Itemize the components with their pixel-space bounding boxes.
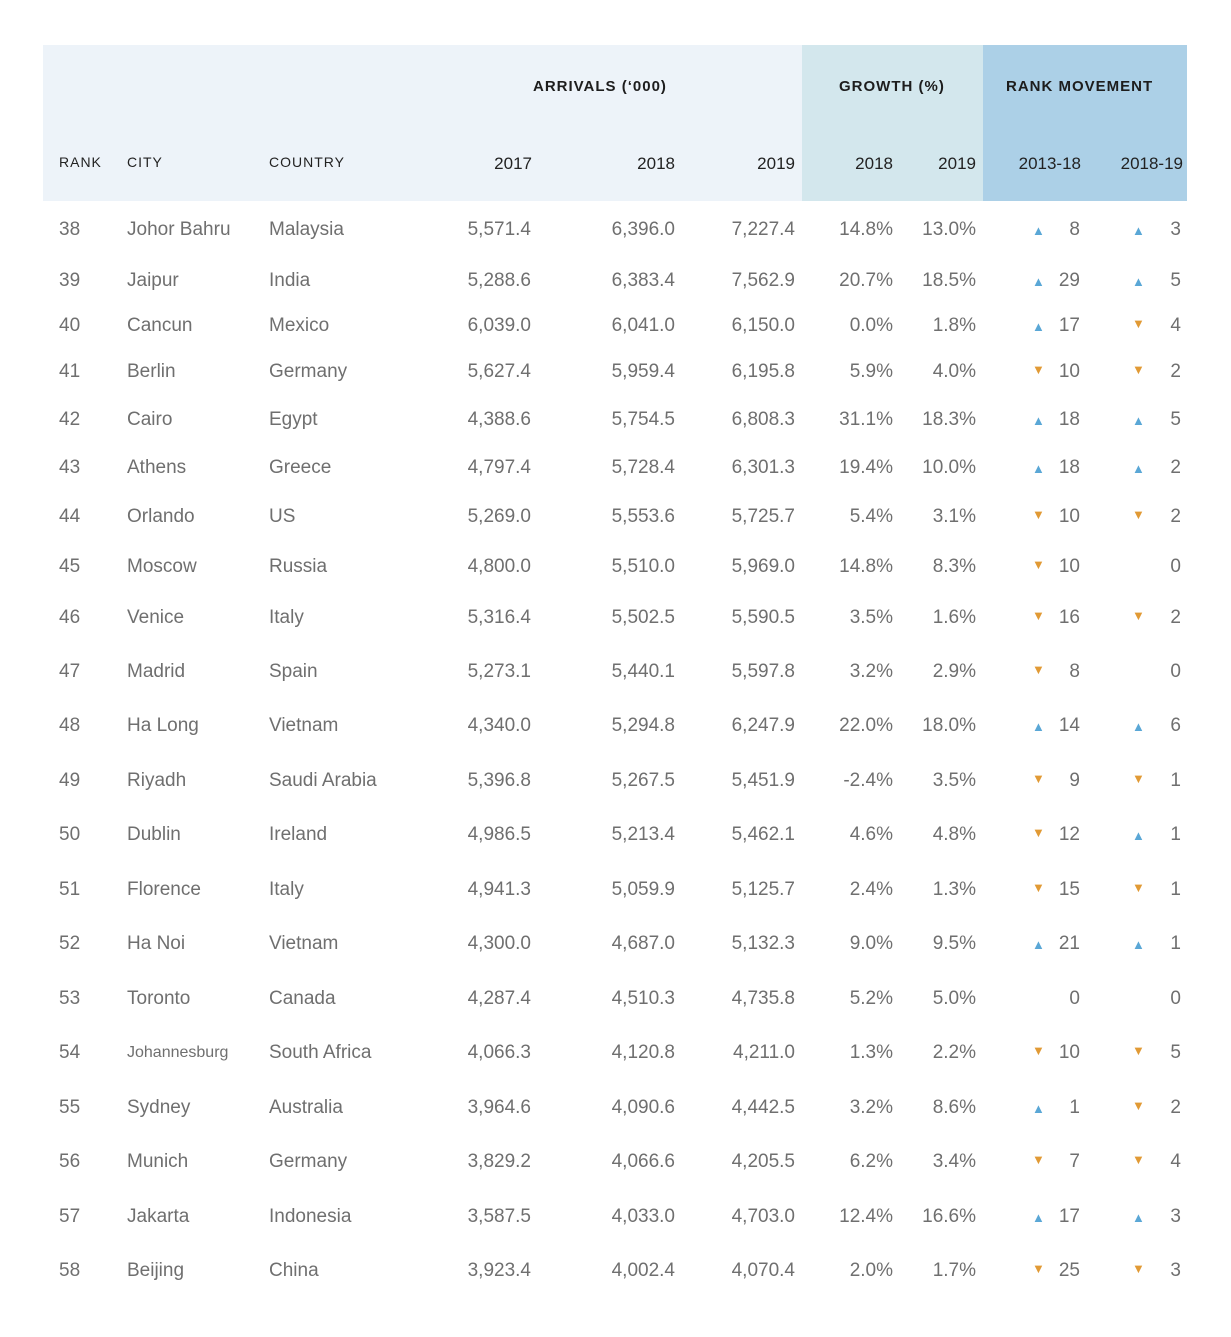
move-2018-19-cell: 5 (1170, 1042, 1181, 1063)
move-2013-18-cell: 29 (1058, 270, 1080, 291)
rank-cell: 40 (59, 315, 81, 336)
arrivals-header-bg (43, 45, 802, 201)
triangle-down-icon: ▼ (1032, 771, 1045, 786)
growth-2019-cell: 3.4% (932, 1151, 976, 1172)
triangle-up-icon: ▲ (1132, 413, 1145, 428)
growth-2018-cell: 9.0% (849, 933, 893, 954)
triangle-up-icon: ▲ (1032, 319, 1045, 334)
triangle-down-icon: ▼ (1132, 316, 1145, 331)
arrivals-2019-cell: 4,211.0 (733, 1042, 795, 1063)
arrivals-2019-cell: 7,227.4 (731, 219, 795, 240)
arrivals-2018-cell: 4,033.0 (611, 1206, 675, 1227)
growth-2019-cell: 16.6% (922, 1206, 976, 1227)
growth-2019-cell: 13.0% (922, 219, 976, 240)
triangle-up-icon: ▲ (1132, 274, 1145, 289)
growth-2018-cell: 0.0% (849, 315, 893, 336)
city-cell: Athens (127, 457, 187, 478)
city-cell: Florence (127, 879, 201, 900)
arrivals-2018-cell: 5,959.4 (611, 361, 675, 382)
move-2018-19-cell: 0 (1170, 661, 1181, 682)
arrivals-2017-cell: 5,627.4 (467, 361, 531, 382)
arrivals-2018-cell: 6,041.0 (611, 315, 675, 336)
country-cell: Australia (269, 1097, 343, 1118)
rank-cell: 44 (59, 506, 81, 527)
triangle-down-icon: ▼ (1032, 362, 1045, 377)
country-cell: Egypt (269, 409, 318, 430)
move-2018-19-cell: 4 (1170, 315, 1181, 336)
rank-cell: 47 (59, 661, 81, 682)
move-2018-19-cell: 5 (1170, 270, 1181, 291)
growth-2018-cell: 14.8% (839, 219, 893, 240)
country-cell: Indonesia (269, 1206, 352, 1227)
arrivals-2017-cell: 5,273.1 (467, 661, 531, 682)
arrivals-2017-cell: 4,340.0 (467, 715, 531, 736)
rank-cell: 55 (59, 1097, 81, 1118)
growth-2019-cell: 10.0% (922, 457, 976, 478)
triangle-down-icon: ▼ (1132, 1043, 1145, 1058)
triangle-up-icon: ▲ (1032, 461, 1045, 476)
country-cell: Ireland (269, 824, 328, 845)
city-cell: Jakarta (127, 1206, 190, 1227)
triangle-up-icon: ▲ (1032, 1101, 1045, 1116)
growth-2018-cell: 3.5% (849, 607, 893, 628)
arrivals-2018-cell: 6,383.4 (611, 270, 675, 291)
move-2013-18-cell: 17 (1058, 315, 1080, 336)
move-2013-18-cell: 10 (1058, 361, 1080, 382)
arrivals-2019-cell: 7,562.9 (731, 270, 795, 291)
arrivals-2019-cell: 6,808.3 (731, 409, 795, 430)
country-cell: Canada (269, 988, 336, 1009)
country-cell: Italy (269, 879, 304, 900)
city-cell: Ha Long (127, 715, 199, 736)
city-cell: Jaipur (127, 270, 179, 291)
arrivals-2019-cell: 5,451.9 (731, 770, 795, 791)
triangle-down-icon: ▼ (1032, 1043, 1045, 1058)
move-2013-18-cell: 12 (1058, 824, 1080, 845)
rank-cell: 50 (59, 824, 81, 845)
move-2013-18-cell: 25 (1058, 1260, 1080, 1281)
city-cell: Munich (127, 1151, 189, 1172)
rank-cell: 54 (59, 1042, 81, 1063)
growth-2018-cell: 4.6% (849, 824, 893, 845)
growth-2019-cell: 4.0% (932, 361, 976, 382)
country-cell: Germany (269, 361, 348, 382)
growth-2018-cell: 3.2% (849, 1097, 893, 1118)
move-2018-19-cell: 2 (1170, 361, 1181, 382)
growth-2019-cell: 9.5% (932, 933, 976, 954)
move-2013-18-cell: 15 (1058, 879, 1080, 900)
triangle-up-icon: ▲ (1032, 1210, 1045, 1225)
arrivals-2018-cell: 5,510.0 (611, 556, 675, 577)
triangle-down-icon: ▼ (1132, 608, 1145, 623)
city-cell: Moscow (127, 556, 197, 577)
city-cell: Orlando (127, 506, 195, 527)
move-2013-18-cell: 18 (1058, 409, 1080, 430)
country-cell: Vietnam (269, 715, 339, 736)
triangle-up-icon: ▲ (1032, 719, 1045, 734)
city-cell: Venice (127, 607, 185, 628)
arrivals-2019-cell: 6,195.8 (731, 361, 795, 382)
country-cell: Malaysia (269, 219, 344, 240)
triangle-down-icon: ▼ (1032, 825, 1045, 840)
arrivals-2018-cell: 5,502.5 (611, 607, 675, 628)
growth-2018-cell: 19.4% (839, 457, 893, 478)
growth-group-title: GROWTH (%) (839, 78, 945, 95)
rank-cell: 58 (59, 1260, 81, 1281)
country-cell: India (269, 270, 311, 291)
move-2013-18-cell: 8 (1069, 219, 1080, 240)
city-cell: Riyadh (127, 770, 187, 791)
triangle-down-icon: ▼ (1132, 1261, 1145, 1276)
arrivals-2018-cell: 5,213.4 (611, 824, 675, 845)
move-2018-19-cell: 6 (1170, 715, 1181, 736)
growth-2019-cell: 1.3% (932, 879, 976, 900)
move-2013-18-cell: 1 (1069, 1097, 1080, 1118)
arrivals-2019-cell: 5,590.5 (731, 607, 795, 628)
table-header (43, 45, 1187, 201)
growth-2019-cell: 8.6% (932, 1097, 976, 1118)
country-cell: Vietnam (269, 933, 339, 954)
arrivals-2018-cell: 4,687.0 (611, 933, 675, 954)
arrivals-2018-cell: 5,728.4 (611, 457, 675, 478)
triangle-down-icon: ▼ (1032, 507, 1045, 522)
arrivals-2019-cell: 5,725.7 (731, 506, 795, 527)
growth-2019-cell: 4.8% (932, 824, 976, 845)
arrivals-2019-cell: 6,247.9 (731, 715, 795, 736)
move-2018-19-cell: 2 (1170, 506, 1181, 527)
growth-2019-cell: 18.0% (922, 715, 976, 736)
move-2013-18-cell: 16 (1058, 607, 1080, 628)
growth-2019-cell: 1.7% (932, 1260, 976, 1281)
city-cell: Beijing (127, 1260, 185, 1281)
move-2018-19-cell: 1 (1170, 933, 1181, 954)
move-2018-19-cell: 4 (1170, 1151, 1181, 1172)
triangle-down-icon: ▼ (1032, 557, 1045, 572)
country-cell: China (269, 1260, 319, 1281)
col-arrivals-2019-header: 2019 (757, 154, 795, 173)
arrivals-2019-cell: 5,597.8 (731, 661, 795, 682)
move-2018-19-cell: 3 (1170, 219, 1181, 240)
city-cell: Johannesburg (127, 1044, 229, 1061)
move-2013-18-cell: 10 (1058, 506, 1080, 527)
growth-2019-cell: 3.5% (932, 770, 976, 791)
arrivals-2017-cell: 5,396.8 (467, 770, 531, 791)
growth-2019-cell: 18.5% (922, 270, 976, 291)
arrivals-2019-cell: 4,205.5 (731, 1151, 795, 1172)
city-cell: Dublin (127, 824, 181, 845)
growth-2018-cell: 5.2% (849, 988, 893, 1009)
growth-2019-cell: 1.6% (932, 607, 976, 628)
country-cell: Italy (269, 607, 304, 628)
growth-header-bg (802, 45, 983, 201)
arrivals-2018-cell: 4,510.3 (611, 988, 675, 1009)
growth-2018-cell: 14.8% (839, 556, 893, 577)
rank-cell: 43 (59, 457, 81, 478)
triangle-up-icon: ▲ (1032, 223, 1045, 238)
arrivals-2017-cell: 4,800.0 (467, 556, 531, 577)
arrivals-2018-cell: 5,267.5 (611, 770, 675, 791)
country-cell: South Africa (269, 1042, 372, 1063)
arrivals-2017-cell: 4,986.5 (467, 824, 531, 845)
country-cell: Saudi Arabia (269, 770, 377, 791)
arrivals-2017-cell: 3,587.5 (467, 1206, 531, 1227)
city-cell: Toronto (127, 988, 191, 1009)
growth-2018-cell: 2.0% (849, 1260, 893, 1281)
move-2013-18-cell: 9 (1069, 770, 1080, 791)
city-cell: Cairo (127, 409, 173, 430)
growth-2018-cell: 22.0% (839, 715, 893, 736)
rank-cell: 46 (59, 607, 81, 628)
growth-2019-cell: 1.8% (932, 315, 976, 336)
rank-cell: 57 (59, 1206, 81, 1227)
arrivals-2019-cell: 6,150.0 (731, 315, 795, 336)
arrivals-2019-cell: 4,703.0 (731, 1206, 795, 1227)
arrivals-2018-cell: 6,396.0 (611, 219, 675, 240)
arrivals-2017-cell: 5,288.6 (467, 270, 531, 291)
rank-movement-group-title: RANK MOVEMENT (1006, 78, 1154, 95)
growth-2018-cell: 5.9% (849, 361, 893, 382)
city-cell: Berlin (127, 361, 176, 382)
growth-2018-cell: -2.4% (843, 770, 893, 791)
arrivals-group-title: ARRIVALS (‘000) (533, 78, 667, 95)
triangle-down-icon: ▼ (1132, 880, 1145, 895)
triangle-down-icon: ▼ (1032, 880, 1045, 895)
arrivals-2018-cell: 4,090.6 (611, 1097, 675, 1118)
country-cell: Greece (269, 457, 332, 478)
move-2013-18-cell: 0 (1069, 988, 1080, 1009)
arrivals-2017-cell: 3,829.2 (467, 1151, 531, 1172)
arrivals-2017-cell: 3,964.6 (467, 1097, 531, 1118)
arrivals-2019-cell: 4,735.8 (731, 988, 795, 1009)
arrivals-2017-cell: 3,923.4 (467, 1260, 531, 1281)
triangle-down-icon: ▼ (1132, 507, 1145, 522)
col-growth-2019-header: 2019 (938, 154, 976, 173)
move-2018-19-cell: 1 (1170, 824, 1181, 845)
move-2018-19-cell: 3 (1170, 1260, 1181, 1281)
triangle-up-icon: ▲ (1132, 1210, 1145, 1225)
city-cell: Sydney (127, 1097, 191, 1118)
triangle-up-icon: ▲ (1132, 223, 1145, 238)
arrivals-2018-cell: 5,440.1 (611, 661, 675, 682)
triangle-down-icon: ▼ (1132, 771, 1145, 786)
arrivals-2019-cell: 4,070.4 (731, 1260, 795, 1281)
rank-cell: 42 (59, 409, 81, 430)
move-2018-19-cell: 1 (1170, 879, 1181, 900)
growth-2019-cell: 8.3% (932, 556, 976, 577)
arrivals-2017-cell: 4,388.6 (467, 409, 531, 430)
growth-2018-cell: 6.2% (849, 1151, 893, 1172)
move-2013-18-cell: 17 (1058, 1206, 1080, 1227)
growth-2019-cell: 2.2% (932, 1042, 976, 1063)
col-move-2018-19-header: 2018-19 (1120, 154, 1183, 173)
city-cell: Ha Noi (127, 933, 186, 954)
growth-2018-cell: 12.4% (839, 1206, 893, 1227)
move-2013-18-cell: 10 (1058, 556, 1080, 577)
move-2018-19-cell: 1 (1170, 770, 1181, 791)
triangle-up-icon: ▲ (1132, 937, 1145, 952)
growth-2018-cell: 3.2% (849, 661, 893, 682)
arrivals-2019-cell: 5,125.7 (731, 879, 795, 900)
arrivals-2019-cell: 4,442.5 (731, 1097, 795, 1118)
move-2018-19-cell: 3 (1170, 1206, 1181, 1227)
move-2013-18-cell: 10 (1058, 1042, 1080, 1063)
arrivals-2018-cell: 5,553.6 (611, 506, 675, 527)
rank-cell: 49 (59, 770, 81, 791)
rank-cell: 53 (59, 988, 81, 1009)
col-city-header: CITY (127, 154, 163, 170)
arrivals-2017-cell: 4,287.4 (467, 988, 531, 1009)
move-2018-19-cell: 2 (1170, 607, 1181, 628)
triangle-up-icon: ▲ (1132, 719, 1145, 734)
arrivals-2017-cell: 5,571.4 (467, 219, 531, 240)
arrivals-2018-cell: 4,002.4 (611, 1260, 675, 1281)
arrivals-2018-cell: 5,754.5 (611, 409, 675, 430)
rank-cell: 51 (59, 879, 81, 900)
rank-cell: 41 (59, 361, 81, 382)
move-2013-18-cell: 8 (1069, 661, 1080, 682)
growth-2018-cell: 5.4% (849, 506, 893, 527)
move-2013-18-cell: 7 (1069, 1151, 1080, 1172)
triangle-up-icon: ▲ (1032, 937, 1045, 952)
move-2018-19-cell: 0 (1170, 556, 1181, 577)
arrivals-2019-cell: 5,969.0 (731, 556, 795, 577)
rank-cell: 48 (59, 715, 81, 736)
arrivals-2019-cell: 6,301.3 (731, 457, 795, 478)
arrivals-2017-cell: 4,066.3 (467, 1042, 531, 1063)
move-2018-19-cell: 5 (1170, 409, 1181, 430)
move-2018-19-cell: 2 (1170, 457, 1181, 478)
triangle-down-icon: ▼ (1032, 1261, 1045, 1276)
growth-2018-cell: 31.1% (839, 409, 893, 430)
col-arrivals-2017-header: 2017 (494, 154, 532, 173)
country-cell: Spain (269, 661, 318, 682)
arrivals-2017-cell: 5,269.0 (467, 506, 531, 527)
growth-2019-cell: 2.9% (932, 661, 976, 682)
arrivals-2017-cell: 4,300.0 (467, 933, 531, 954)
move-2018-19-cell: 2 (1170, 1097, 1181, 1118)
triangle-up-icon: ▲ (1032, 274, 1045, 289)
arrivals-2019-cell: 5,132.3 (731, 933, 795, 954)
triangle-up-icon: ▲ (1132, 461, 1145, 476)
triangle-down-icon: ▼ (1132, 362, 1145, 377)
rank-cell: 45 (59, 556, 81, 577)
triangle-down-icon: ▼ (1032, 1152, 1045, 1167)
rank-cell: 39 (59, 270, 81, 291)
country-cell: Russia (269, 556, 328, 577)
arrivals-2017-cell: 6,039.0 (467, 315, 531, 336)
col-country-header: COUNTRY (269, 154, 345, 170)
country-cell: Germany (269, 1151, 348, 1172)
rank-cell: 56 (59, 1151, 81, 1172)
arrivals-2017-cell: 4,797.4 (467, 457, 531, 478)
growth-2019-cell: 5.0% (932, 988, 976, 1009)
rank-movement-header-bg (983, 45, 1187, 201)
city-cell: Cancun (127, 315, 193, 336)
triangle-down-icon: ▼ (1132, 1152, 1145, 1167)
rank-cell: 38 (59, 219, 81, 240)
arrivals-2019-cell: 5,462.1 (731, 824, 795, 845)
city-cell: Johor Bahru (127, 219, 231, 240)
move-2013-18-cell: 14 (1058, 715, 1080, 736)
arrivals-2018-cell: 5,059.9 (611, 879, 675, 900)
triangle-down-icon: ▼ (1032, 608, 1045, 623)
arrivals-2018-cell: 4,120.8 (611, 1042, 675, 1063)
arrivals-2018-cell: 4,066.6 (611, 1151, 675, 1172)
arrivals-2017-cell: 4,941.3 (467, 879, 531, 900)
growth-2019-cell: 3.1% (932, 506, 976, 527)
arrivals-2018-cell: 5,294.8 (611, 715, 675, 736)
col-move-2013-18-header: 2013-18 (1018, 154, 1081, 173)
growth-2018-cell: 20.7% (839, 270, 893, 291)
arrivals-2017-cell: 5,316.4 (467, 607, 531, 628)
move-2013-18-cell: 18 (1058, 457, 1080, 478)
growth-2018-cell: 1.3% (849, 1042, 893, 1063)
growth-2019-cell: 18.3% (922, 409, 976, 430)
city-cell: Madrid (127, 661, 186, 682)
col-rank-header: RANK (59, 154, 102, 170)
country-cell: Mexico (269, 315, 330, 336)
move-2018-19-cell: 0 (1170, 988, 1181, 1009)
col-arrivals-2018-header: 2018 (637, 154, 675, 173)
country-cell: US (269, 506, 296, 527)
move-2013-18-cell: 21 (1058, 933, 1080, 954)
triangle-down-icon: ▼ (1032, 662, 1045, 677)
triangle-up-icon: ▲ (1032, 413, 1045, 428)
col-growth-2018-header: 2018 (855, 154, 893, 173)
triangle-down-icon: ▼ (1132, 1098, 1145, 1113)
triangle-up-icon: ▲ (1132, 828, 1145, 843)
growth-2018-cell: 2.4% (849, 879, 893, 900)
rank-cell: 52 (59, 933, 81, 954)
